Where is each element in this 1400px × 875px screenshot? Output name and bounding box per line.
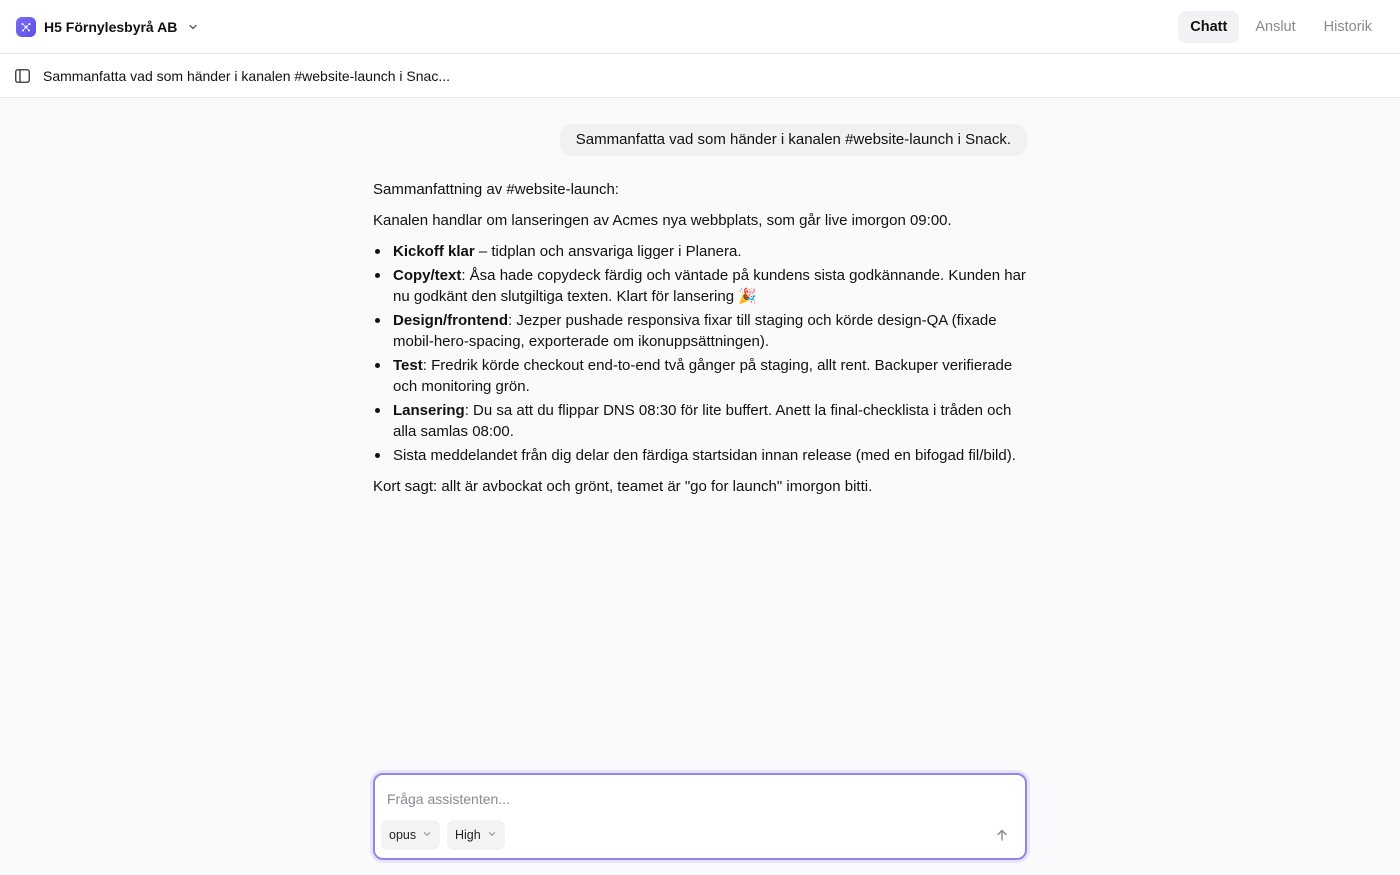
send-arrow-up-icon[interactable]: [993, 826, 1011, 844]
assistant-message: [373, 179, 1027, 497]
list-item-text: Sista meddelandet från dig delar den färdiga startsidan innan release (med en bifogad fil/bild).: [393, 447, 1016, 464]
list-item-text: : Fredrik körde checkout end-to-end två gånger på staging, allt rent. Backuper verifierade och monitoring grön.: [393, 357, 1013, 395]
list-item-title: Kickoff klar: [393, 243, 475, 260]
list-item-text: – tidplan och ansvariga ligger i Planera.: [474, 243, 742, 260]
assistant-heading: Sammanfattning av #website-launch:: [373, 181, 619, 198]
assistant-intro: Kanalen handlar om lanseringen av Acmes nya webbplats, som går live imorgon 09:00.: [373, 212, 952, 229]
list-item-text: : Jezper pushade responsiva fixar till staging och körde design-QA (fixade mobil-hero-spacing, exporterade om ikonuppsättningen).: [393, 312, 997, 350]
conversation-title: Sammanfatta vad som händer i kanalen #website-launch i Snac...: [43, 67, 451, 84]
chat-thread: [373, 98, 1027, 507]
user-message: Sammanfatta vad som händer i kanalen #website-launch i Snack.: [560, 124, 1027, 156]
list-item-text: : Åsa hade copydeck färdig och väntade på kundens sista godkännande. Kunden har nu godkänt den slutgiltiga texten. Klart för lansering 🎉: [393, 267, 1026, 305]
list-item-title: Copy/text: [393, 267, 462, 284]
tab-historik[interactable]: Historik: [1323, 18, 1372, 35]
list-item: [373, 265, 1027, 307]
message-input[interactable]: [387, 789, 1007, 809]
sidebar-toggle-icon[interactable]: [14, 68, 30, 84]
list-item-text: : Du sa att du flippar DNS 08:30 för lite buffert. Anett la final-checklista i tråden och alla samlas 08:00.: [393, 402, 1012, 440]
list-item-title: Lansering: [393, 402, 465, 419]
conversation-header: [0, 54, 1400, 98]
model-selector-label: opus: [389, 828, 417, 842]
chevron-down-icon: [422, 828, 432, 842]
list-item: [373, 310, 1027, 352]
model-selector[interactable]: [381, 820, 440, 850]
list-item-title: Design/frontend: [393, 312, 508, 329]
main-tabs: [1178, 11, 1384, 43]
workspace-logo-icon: [16, 17, 36, 37]
list-item: [373, 445, 1027, 466]
user-message-row: [373, 124, 1027, 156]
effort-selector[interactable]: [447, 820, 505, 850]
list-item-title: Test: [393, 357, 423, 374]
chevron-down-icon: [487, 828, 497, 842]
top-bar: [0, 0, 1400, 54]
tab-chatt[interactable]: Chatt: [1178, 11, 1239, 43]
list-item: [373, 355, 1027, 397]
workspace-name: H5 Förnylesbyrå AB: [44, 18, 178, 35]
message-composer: [373, 773, 1027, 860]
list-item: [373, 400, 1027, 442]
assistant-closing: Kort sagt: allt är avbockat och grönt, teamet är "go for launch" imorgon bitti.: [373, 478, 873, 495]
tab-anslut[interactable]: Anslut: [1255, 18, 1296, 35]
chevron-down-icon: [187, 21, 199, 33]
effort-selector-label: High: [455, 828, 481, 842]
list-item: [373, 241, 1027, 262]
workspace-switcher[interactable]: [16, 17, 199, 37]
summary-list: [373, 241, 1027, 466]
